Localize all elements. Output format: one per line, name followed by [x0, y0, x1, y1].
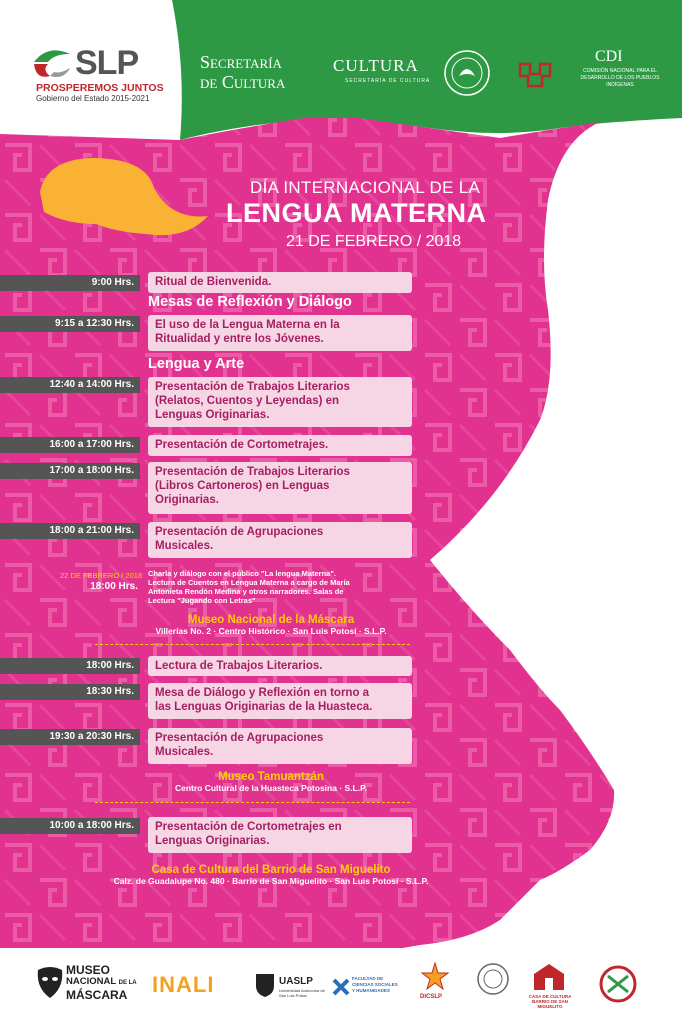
facultad-icon — [332, 978, 350, 996]
venue-address: Villerías No. 2 · Centro Histórico · San Luis Potosí · S.L.P. — [155, 626, 387, 636]
event-text: Musicales. — [155, 746, 214, 758]
event-text: Originarias. — [155, 494, 219, 506]
event-text: (Relatos, Cuentos y Leyendas) en — [155, 395, 340, 407]
event-text: las Lenguas Originarias de la Huasteca. — [155, 701, 373, 713]
slp-tagline: PROSPEREMOS JUNTOS — [36, 82, 164, 94]
event-box — [148, 728, 412, 764]
event-text: Lectura de Trabajos Literarios. — [155, 660, 323, 672]
casa-cultura-building-icon — [532, 962, 566, 992]
section-heading: Mesas de Reflexión y Diálogo — [148, 294, 352, 310]
event-text: Ritualidad y entre los Jóvenes. — [155, 333, 324, 345]
circular-seal-icon — [476, 962, 510, 996]
time-label: 12:40 a 14:00 Hrs. — [0, 377, 140, 393]
event-text: (Libros Cartoneros) en Lenguas — [155, 480, 330, 492]
cdi-glyph-icon — [518, 62, 554, 90]
event-box — [148, 683, 412, 719]
national-seal-icon — [442, 48, 492, 98]
time-label: 18:00 a 21:00 Hrs. — [0, 523, 140, 539]
casa-cultura-logo: CASA DE CULTURA BARRIO DE SAN MIGUELITO — [528, 994, 572, 1009]
event-box — [148, 462, 412, 514]
venue-block — [0, 771, 612, 793]
second-day-description: Charla y diálogo con el público "La lengua Materna". Lectura de Cuentos en Lengua Materna a cargo de María Antonieta Rendón Medina y otros narradores. Salas de Lectura "Jugando con Letras" — [148, 569, 350, 605]
venue-address: Calz. de Guadalupe No. 480 · Barrio de San Miguelito · San Luis Potosí · S.L.P. — [113, 876, 429, 886]
cultura-logo: CULTURA — [333, 56, 419, 75]
facultad-logo: FACULTAD DE CIENCIAS SOCIALES Y HUMANIDADES — [352, 976, 398, 993]
event-text: Presentación de Trabajos Literarios — [155, 466, 350, 478]
venue-name: Casa de Cultura del Barrio de San Miguelito — [151, 864, 391, 876]
event-text: Ritual de Bienvenida. — [155, 276, 272, 288]
cdi-subtitle: COMISIÓN NACIONAL PARA EL DESARROLLO DE LOS PUEBLOS INDÍGENAS — [580, 68, 660, 88]
museo-mascara-logo: MUSEO NACIONAL DE LA MÁSCARA — [66, 963, 137, 1002]
yellow-hat-icon — [36, 150, 211, 240]
event-box — [148, 377, 412, 427]
second-day-date: 22 DE FEBRERO / 2018 — [60, 571, 143, 580]
inali-logo: INALI — [152, 972, 215, 997]
event-text: Presentación de Agrupaciones — [155, 526, 324, 538]
dashed-divider — [95, 644, 410, 645]
event-title-main: LENGUA MATERNA — [226, 198, 487, 228]
event-text: Mesa de Diálogo y Reflexión en torno a — [155, 687, 370, 699]
event-box — [148, 315, 412, 351]
event-text: Musicales. — [155, 540, 214, 552]
dicslp-star-icon — [420, 962, 450, 992]
event-box — [148, 522, 412, 558]
event-text: Presentación de Agrupaciones — [155, 732, 324, 744]
uaslp-shield-icon — [254, 972, 276, 998]
event-title-line1: DÍA INTERNACIONAL DE LA — [250, 178, 481, 197]
mask-icon — [36, 966, 64, 1000]
uaslp-logo: UASLP — [279, 976, 313, 987]
time-label: 19:30 a 20:30 Hrs. — [0, 729, 140, 745]
event-text: Lenguas Originarias. — [155, 409, 270, 421]
venue-name: Museo Nacional de la Máscara — [187, 614, 355, 626]
second-day-time: 18:00 Hrs. — [90, 581, 138, 592]
venue-address: Centro Cultural de la Huasteca Potosina · S.L.P. — [174, 783, 368, 793]
event-box — [148, 435, 412, 456]
dashed-divider — [95, 802, 410, 803]
cdi-logo: CDI — [595, 48, 623, 65]
secretaria-cultura-logo: Secretaría de Cultura — [200, 52, 286, 92]
time-label: 18:00 Hrs. — [0, 658, 140, 674]
event-text: Presentación de Trabajos Literarios — [155, 381, 350, 393]
time-label: 10:00 a 18:00 Hrs. — [0, 818, 140, 834]
time-label: 17:00 a 18:00 Hrs. — [0, 463, 140, 479]
venue-name: Museo Tamuantzán — [218, 771, 324, 783]
uaslp-subtitle: Universidad Autónoma de San Luis Potosí — [279, 988, 325, 998]
time-label: 9:15 a 12:30 Hrs. — [0, 316, 140, 332]
event-date: 21 DE FEBRERO / 2018 — [286, 233, 462, 250]
event-box — [148, 817, 412, 853]
event-text: Presentación de Cortometrajes en — [155, 821, 342, 833]
event-text: Presentación de Cortometrajes. — [155, 439, 329, 451]
cultura-subtitle: SECRETARÍA DE CULTURA — [345, 78, 431, 84]
event-text: Lenguas Originarias. — [155, 835, 270, 847]
time-label: 18:30 Hrs. — [0, 684, 140, 700]
round-emblem-icon — [598, 964, 638, 1004]
time-label: 9:00 Hrs. — [0, 275, 140, 291]
section-heading: Lengua y Arte — [148, 356, 245, 372]
dicslp-logo: DICSLP — [420, 994, 443, 1000]
event-box — [148, 272, 412, 293]
event-text: El uso de la Lengua Materna en la — [155, 319, 340, 331]
venue-block — [0, 864, 612, 886]
slp-government: Gobierno del Estado 2015-2021 — [36, 94, 150, 103]
event-box — [148, 656, 412, 676]
slp-logo-text: SLP — [75, 44, 139, 82]
time-label: 16:00 a 17:00 Hrs. — [0, 437, 140, 453]
venue-block — [0, 614, 612, 636]
